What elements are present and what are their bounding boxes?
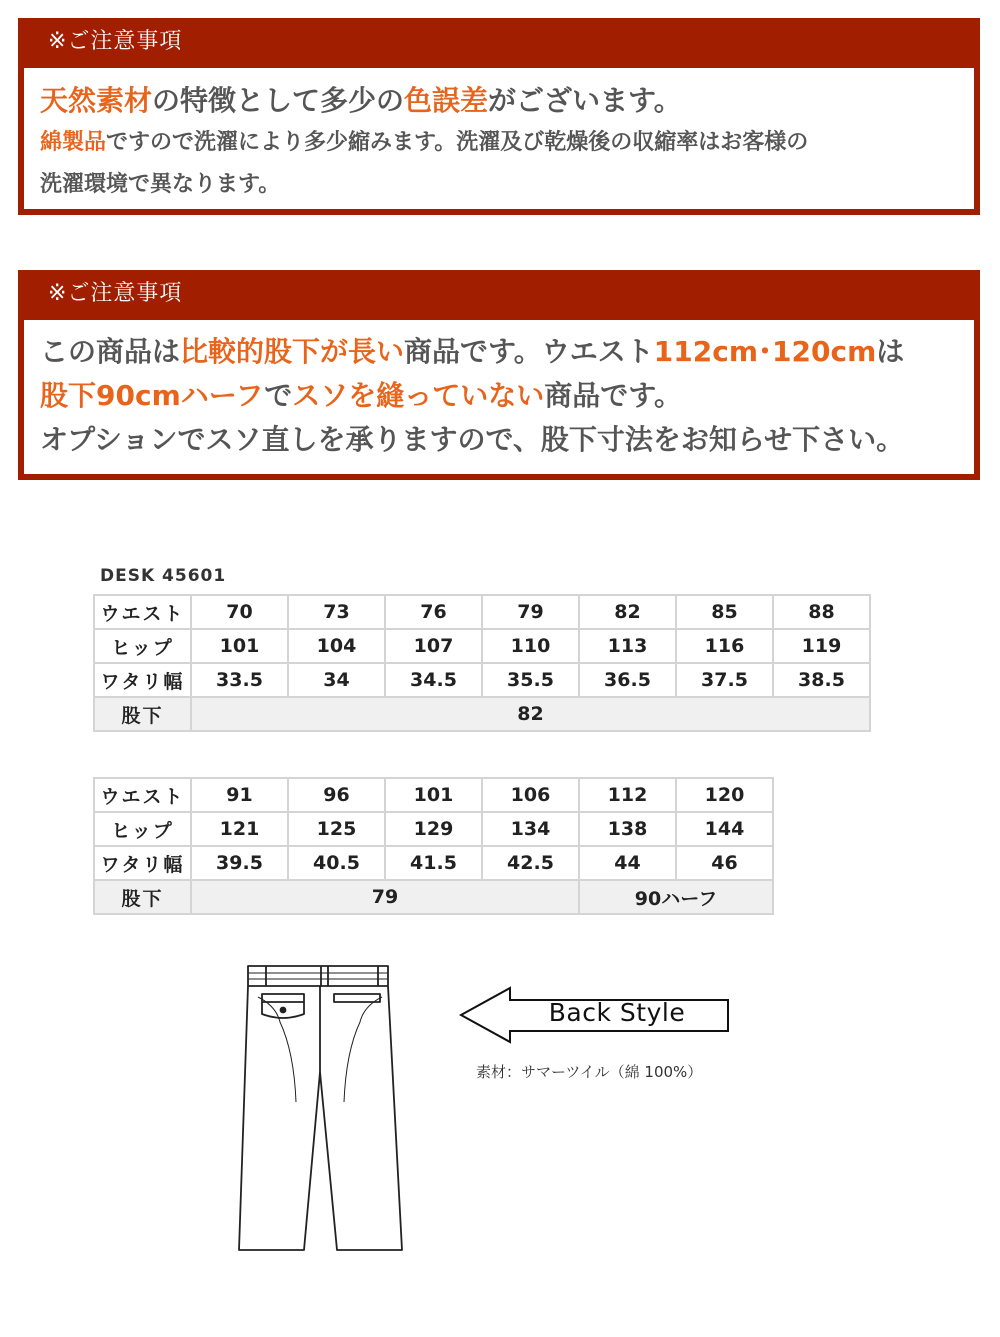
notice-text: オプションでスソ直しを承りますので、股下寸法をお知らせ下さい。 bbox=[40, 423, 905, 456]
model-number: DESK 45601 bbox=[100, 566, 227, 586]
size-cell: 125 bbox=[288, 812, 385, 846]
size-cell: 42.5 bbox=[482, 846, 579, 880]
size-cell: 129 bbox=[385, 812, 482, 846]
size-table-1 bbox=[93, 594, 871, 732]
notice-text: で bbox=[264, 379, 293, 412]
notice-text: がございます。 bbox=[488, 84, 682, 117]
table-row bbox=[94, 846, 773, 880]
size-cell: 88 bbox=[773, 595, 870, 629]
table-row bbox=[94, 595, 870, 629]
notice-line bbox=[40, 330, 974, 374]
size-cell: 70 bbox=[191, 595, 288, 629]
inseam-cell: 82 bbox=[191, 697, 870, 731]
inseam-cell: 90ハーフ bbox=[579, 880, 773, 914]
back-style-label: Back Style bbox=[548, 998, 686, 1027]
size-cell: 113 bbox=[579, 629, 676, 663]
size-cell: 91 bbox=[191, 778, 288, 812]
size-cell: 38.5 bbox=[773, 663, 870, 697]
notice-text: 洗濯環境で異なります。 bbox=[40, 172, 281, 197]
size-cell: 107 bbox=[385, 629, 482, 663]
inseam-row bbox=[94, 697, 870, 731]
size-cell: 116 bbox=[676, 629, 773, 663]
size-cell: 144 bbox=[676, 812, 773, 846]
notice-text: 商品です。ウエスト bbox=[404, 335, 654, 368]
size-cell: 33.5 bbox=[191, 663, 288, 697]
size-cell: 104 bbox=[288, 629, 385, 663]
size-cell: 40.5 bbox=[288, 846, 385, 880]
size-cell: 35.5 bbox=[482, 663, 579, 697]
row-header: ウエスト bbox=[94, 778, 191, 812]
size-cell: 46 bbox=[676, 846, 773, 880]
highlight-text: スソを縫っていない bbox=[292, 379, 545, 412]
material-note: 素材：サマーツイル（綿 100%） bbox=[476, 1063, 703, 1081]
row-header: ウエスト bbox=[94, 595, 191, 629]
row-header: 股下 bbox=[94, 697, 191, 731]
table-row bbox=[94, 812, 773, 846]
row-header: 股下 bbox=[94, 880, 191, 914]
notice-line bbox=[40, 164, 974, 206]
inseam-row bbox=[94, 880, 773, 914]
size-cell: 106 bbox=[482, 778, 579, 812]
size-cell: 138 bbox=[579, 812, 676, 846]
highlight-text: 112cm･120cm bbox=[653, 335, 877, 368]
notice-text: ですので洗濯により多少縮みます。洗濯及び乾燥後の収縮率はお客様の bbox=[106, 130, 809, 155]
row-header: ワタリ幅 bbox=[94, 846, 191, 880]
size-cell: 44 bbox=[579, 846, 676, 880]
size-cell: 121 bbox=[191, 812, 288, 846]
pants-back-illustration bbox=[236, 962, 408, 1252]
notice-text: 商品です。 bbox=[544, 379, 682, 412]
notice-line bbox=[40, 122, 974, 164]
size-cell: 101 bbox=[191, 629, 288, 663]
size-cell: 85 bbox=[676, 595, 773, 629]
highlight-text: 綿製品 bbox=[40, 130, 107, 155]
notice-line bbox=[40, 80, 974, 122]
highlight-text: 色誤差 bbox=[404, 84, 489, 117]
size-cell: 119 bbox=[773, 629, 870, 663]
size-table-2 bbox=[93, 777, 774, 915]
size-cell: 112 bbox=[579, 778, 676, 812]
notice-box-1 bbox=[18, 18, 980, 215]
notice-text: は bbox=[876, 335, 905, 368]
size-cell: 96 bbox=[288, 778, 385, 812]
size-cell: 73 bbox=[288, 595, 385, 629]
table-row bbox=[94, 629, 870, 663]
size-cell: 76 bbox=[385, 595, 482, 629]
size-cell: 39.5 bbox=[191, 846, 288, 880]
size-cell: 120 bbox=[676, 778, 773, 812]
notice-text: の特徴として多少の bbox=[152, 84, 405, 117]
table-row bbox=[94, 778, 773, 812]
size-cell: 34 bbox=[288, 663, 385, 697]
row-header: ヒップ bbox=[94, 812, 191, 846]
size-cell: 134 bbox=[482, 812, 579, 846]
size-cell: 37.5 bbox=[676, 663, 773, 697]
highlight-text: 比較的股下が長い bbox=[180, 335, 405, 368]
table-row bbox=[94, 663, 870, 697]
highlight-text: 股下90cmハーフ bbox=[40, 379, 265, 412]
size-cell: 79 bbox=[482, 595, 579, 629]
notice-line bbox=[40, 374, 974, 418]
highlight-text: 天然素材 bbox=[40, 84, 153, 117]
row-header: ワタリ幅 bbox=[94, 663, 191, 697]
size-cell: 110 bbox=[482, 629, 579, 663]
size-cell: 34.5 bbox=[385, 663, 482, 697]
notice-header: ※ご注意事項 bbox=[48, 281, 183, 306]
size-cell: 101 bbox=[385, 778, 482, 812]
inseam-cell: 79 bbox=[191, 880, 579, 914]
row-header: ヒップ bbox=[94, 629, 191, 663]
notice-box-2 bbox=[18, 270, 980, 480]
notice-body bbox=[24, 320, 974, 474]
size-cell: 41.5 bbox=[385, 846, 482, 880]
size-cell: 36.5 bbox=[579, 663, 676, 697]
size-cell: 82 bbox=[579, 595, 676, 629]
notice-text: この商品は bbox=[40, 335, 181, 368]
notice-header: ※ご注意事項 bbox=[48, 29, 183, 54]
notice-body bbox=[24, 68, 974, 209]
notice-line bbox=[40, 418, 974, 462]
